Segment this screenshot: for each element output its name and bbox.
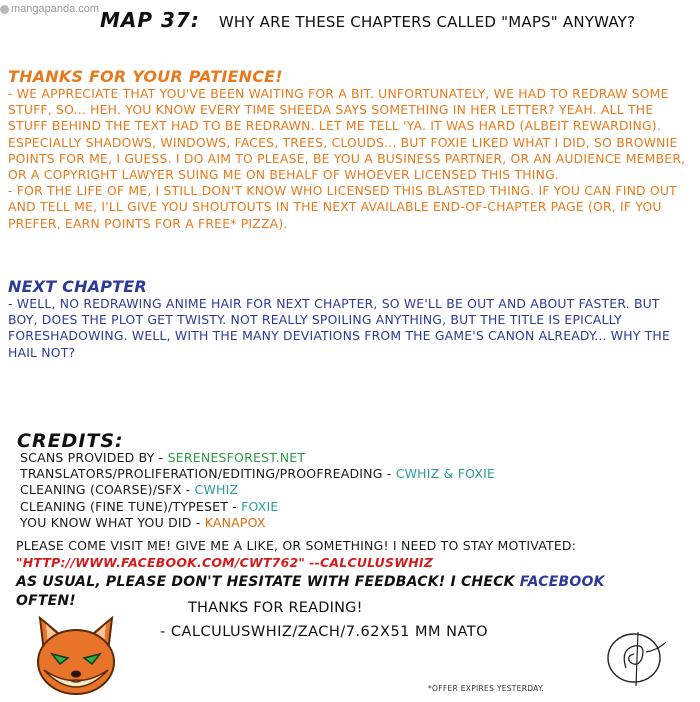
visit-attribution: --CALCULUSWHIZ (309, 555, 433, 570)
header-subtitle: WHY ARE THESE CHAPTERS CALLED "MAPS" ANYWAY? (218, 13, 636, 31)
watermark-logo-icon (0, 5, 9, 14)
watermark (0, 3, 99, 15)
credit-item (20, 515, 495, 531)
visit-text: PLEASE COME VISIT ME! GIVE ME A LIKE, OR SOMETHING! I NEED TO STAY MOTIVATED: (16, 538, 577, 553)
visit-message (16, 537, 696, 571)
credit-contributor: FOXIE (241, 498, 279, 514)
page-header (100, 8, 635, 32)
next-chapter-paragraph: - WELL, NO REDRAWING ANIME HAIR FOR NEXT CHAPTER, SO WE'LL BE OUT AND ABOUT FASTER. BUT BOY, DOES THE PLOT GET TWISTY. NOT REALLY SPOILING ANYTHING, BUT THE TITLE IS EPICALLY FORESHADOWING. WELL, WITH THE MANY DEVIATIONS FROM THE GAME'S CANON ALREADY... WHY THE HAIL NOT? (8, 296, 670, 360)
credit-role: CLEANING (COARSE)/SFX - (20, 482, 195, 498)
credit-item (20, 450, 495, 466)
fox-face-icon (30, 612, 122, 700)
credit-role: TRANSLATORS/PROLIFERATION/EDITING/PROOFREADING - (20, 466, 396, 482)
next-chapter-section (8, 278, 692, 361)
credit-role: CLEANING (FINE TUNE)/TYPESET - (20, 498, 242, 514)
facebook-link[interactable]: FACEBOOK (519, 574, 605, 590)
facebook-url-link[interactable]: "HTTP://WWW.FACEBOOK.COM/CWT762" (16, 555, 306, 570)
signature-line: - CALCULUSWHIZ/ZACH/7.62X51 MM NATO (160, 624, 489, 640)
credit-contributor: CWHIZ & FOXIE (395, 466, 496, 482)
thanks-for-reading: THANKS FOR READING! (188, 600, 363, 616)
credits-list (20, 450, 495, 531)
thanks-section (8, 68, 692, 232)
credits-title: CREDITS: (17, 430, 124, 452)
signature-doodle-icon (600, 622, 672, 688)
thanks-paragraph-1: - WE APPRECIATE THAT YOU'VE BEEN WAITING FOR A BIT. UNFORTUNATELY, WE HAD TO REDRAW SOME STUFF, SO... HEH. YOU KNOW EVERY TIME SHEEDA SAYS SOMETHING IN HER LETTER? YEAH. ALL THE STUFF BEHIND THE TEXT HAD TO BE REDRAWN. LET ME TELL 'YA. IT WAS HARD (ALBEIT REWARDING). ESPECIALLY SHADOWS, WINDOWS, FACES, TREES, CLOUDS... BUT FOXIE LIKED WHAT I DID, SO BROWNIE POINTS FOR ME, I GUESS. I DO AIM TO PLEASE, BE YOU A BUSINESS PARTNER, OR AN AUDIENCE MEMBER, OR A COPYRIGHT LAWYER SUING ME ON BEHALF OF WHOEVER LICENSED THIS THING. (8, 86, 686, 183)
credit-contributor: SERENESFOREST.NET (167, 450, 306, 465)
credit-contributor: CWHIZ (194, 482, 239, 498)
map-number: MAP 37: (100, 8, 200, 32)
offer-footnote: *OFFER EXPIRES YESTERDAY. (428, 684, 545, 693)
feedback-often: OFTEN! (16, 593, 76, 609)
feedback-text: AS USUAL, PLEASE DON'T HESITATE WITH FEEDBACK! I CHECK (16, 574, 520, 590)
thanks-title: THANKS FOR YOUR PATIENCE! (8, 67, 283, 86)
credit-item (20, 499, 495, 515)
next-chapter-title: NEXT CHAPTER (8, 277, 147, 296)
credit-role: SCANS PROVIDED BY - (20, 450, 168, 465)
credit-role: YOU KNOW WHAT YOU DID - (20, 514, 205, 530)
watermark-text: mangapanda.com (11, 3, 100, 15)
credit-contributor: KANAPOX (204, 514, 266, 530)
credit-item (20, 482, 495, 498)
credit-item (20, 466, 495, 482)
thanks-paragraph-2: - FOR THE LIFE OF ME, I STILL DON'T KNOW WHO LICENSED THIS BLASTED THING. IF YOU CAN FIND OUT AND TELL ME, I'LL GIVE YOU SHOUTOUTS IN THE NEXT AVAILABLE END-OF-CHAPTER PAGE (OR, IF YOU PREFER, EARN POINTS FOR A FREE* PIZZA). (8, 183, 677, 231)
